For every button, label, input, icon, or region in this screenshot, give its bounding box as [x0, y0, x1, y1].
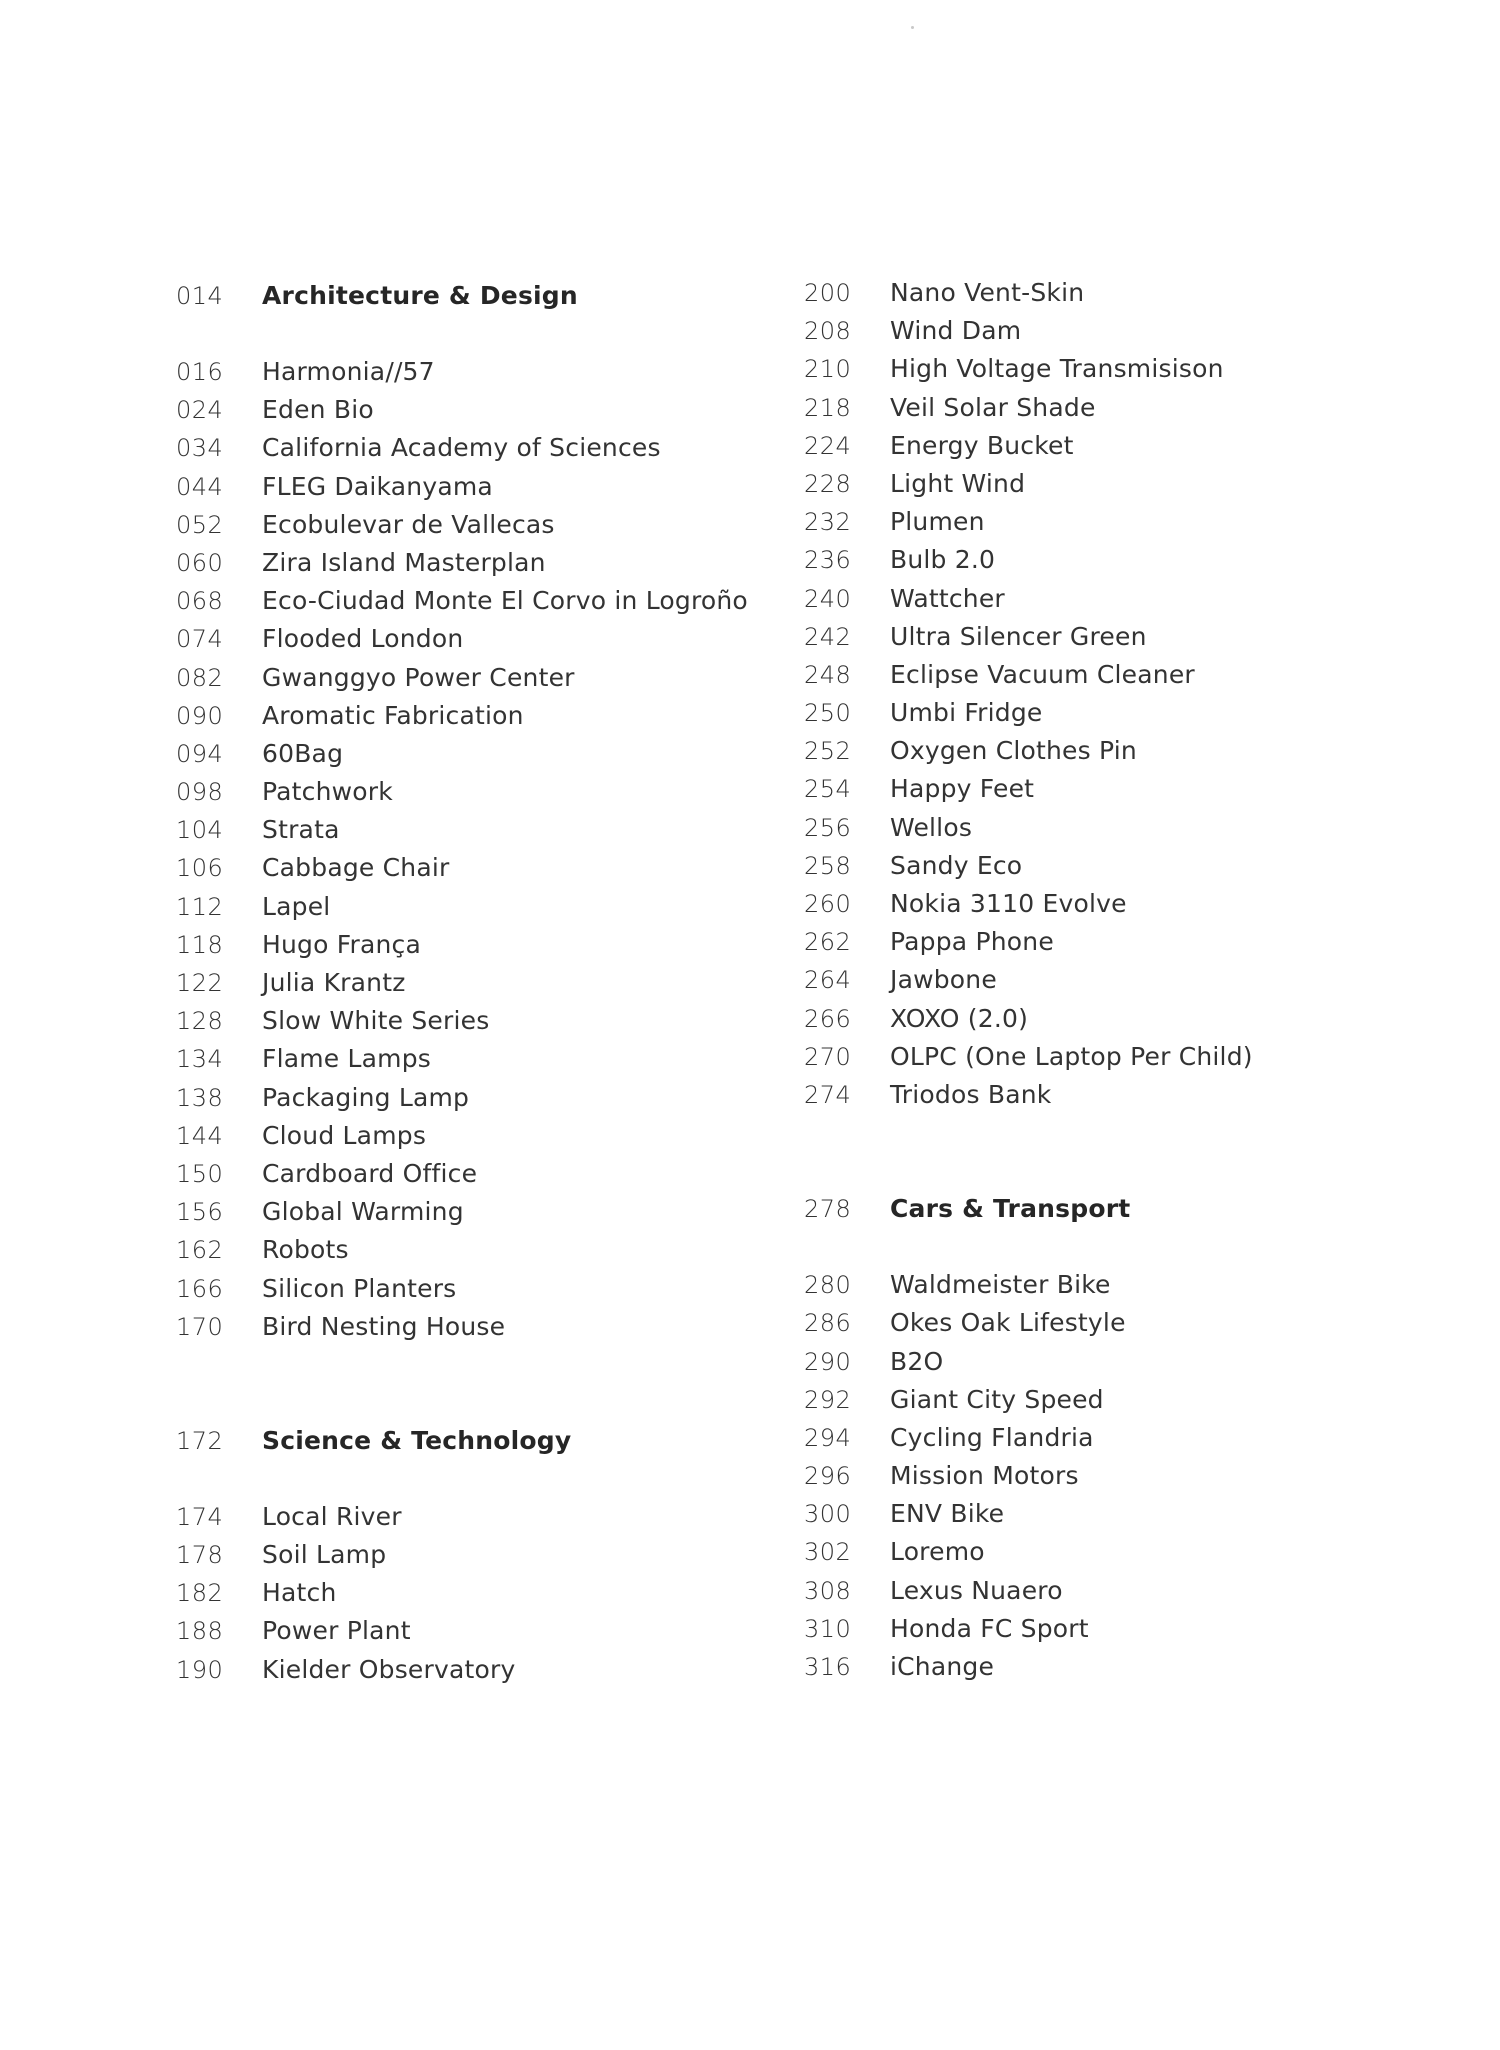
- entry-title: Pappa Phone: [890, 927, 1054, 957]
- page-number: 162: [176, 1236, 224, 1265]
- entry-title: Gwanggyo Power Center: [262, 662, 575, 692]
- page-number: 242: [804, 622, 852, 651]
- toc-entry: [804, 507, 1424, 545]
- page-number: 060: [176, 548, 224, 577]
- page-number: 074: [176, 625, 224, 654]
- entry-title: Silicon Planters: [262, 1273, 457, 1303]
- entry-title: Bulb 2.0: [890, 545, 996, 575]
- entry-title: Kielder Observatory: [262, 1654, 516, 1684]
- section-title: Cars & Transport: [890, 1194, 1131, 1224]
- page-number: 250: [804, 699, 852, 728]
- toc-entry: [804, 622, 1424, 660]
- page-number: 082: [176, 663, 224, 692]
- page-number: 098: [176, 778, 224, 807]
- toc-section: [176, 281, 796, 1350]
- entry-title: Eco-Ciudad Monte El Corvo in Logroño: [262, 586, 748, 616]
- toc-entry: [804, 354, 1424, 392]
- entry-title: Oxygen Clothes Pin: [890, 736, 1137, 766]
- entry-title: Waldmeister Bike: [890, 1270, 1111, 1300]
- entry-title: Light Wind: [890, 468, 1026, 498]
- page-number: 256: [804, 813, 852, 842]
- page-number: 232: [804, 508, 852, 537]
- entry-title: Wind Dam: [890, 316, 1022, 346]
- page-number: 308: [804, 1576, 852, 1605]
- entry-title: FLEG Daikanyama: [262, 471, 493, 501]
- toc-entry: [804, 851, 1424, 889]
- toc-entry: [176, 548, 796, 586]
- entry-title: Giant City Speed: [890, 1384, 1104, 1414]
- entry-title: Slow White Series: [262, 1006, 490, 1036]
- entry-title: Triodos Bank: [890, 1079, 1052, 1109]
- entry-title: Mission Motors: [890, 1461, 1079, 1491]
- entry-title: Strata: [262, 815, 340, 845]
- page-number: 300: [804, 1500, 852, 1529]
- page-number: 292: [804, 1385, 852, 1414]
- toc-entry: [804, 393, 1424, 431]
- page-number: 150: [176, 1159, 224, 1188]
- entry-title: Cabbage Chair: [262, 853, 450, 883]
- page-number: 024: [176, 396, 224, 425]
- toc-entry: [804, 469, 1424, 507]
- page-number: 034: [176, 434, 224, 463]
- page-number: 270: [804, 1042, 852, 1071]
- toc-entry: [804, 1385, 1424, 1423]
- toc-entry: [176, 586, 796, 624]
- toc-entry: [804, 774, 1424, 812]
- entry-title: Nokia 3110 Evolve: [890, 889, 1127, 918]
- page-number: 262: [804, 928, 852, 957]
- toc-entry: [176, 1044, 796, 1082]
- page-number: 248: [804, 660, 852, 689]
- toc-entry: [804, 660, 1424, 698]
- page-number: 052: [176, 510, 224, 539]
- entry-title: Zira Island Masterplan: [262, 547, 546, 577]
- toc-entry: [176, 853, 796, 891]
- entry-title: Cycling Flandria: [890, 1422, 1094, 1452]
- section-title: Science & Technology: [262, 1425, 572, 1455]
- entry-title: Umbi Fridge: [890, 698, 1043, 728]
- toc-entry: [176, 777, 796, 815]
- page-number: 240: [804, 584, 852, 613]
- page-number: 294: [804, 1423, 852, 1452]
- toc-entry: [176, 930, 796, 968]
- entry-title: Soil Lamp: [262, 1540, 387, 1570]
- page-number: 286: [804, 1309, 852, 1338]
- entry-title: High Voltage Transmisison: [890, 354, 1224, 384]
- contents-right-column: [804, 278, 1424, 1690]
- entry-title: Hatch: [262, 1578, 337, 1608]
- section-heading: [176, 1426, 796, 1464]
- toc-entry: [176, 663, 796, 701]
- page-number: 228: [804, 469, 852, 498]
- section-title: Architecture & Design: [262, 281, 578, 310]
- entry-title: Lapel: [262, 891, 331, 921]
- toc-entry: [804, 1270, 1424, 1308]
- page-number: 104: [176, 816, 224, 845]
- entry-title: Wattcher: [890, 583, 1005, 613]
- toc-entry: [804, 545, 1424, 583]
- entry-title: Harmonia//57: [262, 357, 435, 386]
- entry-title: Julia Krantz: [262, 968, 406, 997]
- section-page-number: 014: [176, 282, 224, 310]
- toc-section: [176, 1426, 796, 1693]
- entry-title: Okes Oak Lifestyle: [890, 1308, 1126, 1338]
- toc-entry: [176, 1312, 796, 1350]
- entry-title: Flooded London: [262, 624, 464, 654]
- toc-entry: [176, 815, 796, 853]
- entry-title: Aromatic Fabrication: [262, 700, 524, 730]
- page-number: 174: [176, 1502, 224, 1531]
- toc-entry: [804, 1652, 1424, 1690]
- entry-title: ENV Bike: [890, 1499, 1005, 1529]
- toc-entry: [804, 1308, 1424, 1346]
- page-number: 218: [804, 393, 852, 422]
- page-number: 106: [176, 854, 224, 883]
- page-number: 090: [176, 701, 224, 730]
- entry-title: Jawbone: [890, 965, 997, 995]
- toc-entry: [804, 1042, 1424, 1080]
- page-number: 170: [176, 1312, 224, 1341]
- toc-entry: [176, 510, 796, 548]
- toc-entry: [176, 1540, 796, 1578]
- toc-entry: [804, 1080, 1424, 1118]
- entry-title: Robots: [262, 1235, 349, 1265]
- toc-entry: [176, 624, 796, 662]
- page-number: 134: [176, 1045, 224, 1074]
- page-number: 156: [176, 1198, 224, 1227]
- page-number: 310: [804, 1614, 852, 1643]
- page-number: 182: [176, 1579, 224, 1608]
- entry-title: OLPC (One Laptop Per Child): [890, 1041, 1253, 1071]
- entry-title: B2O: [890, 1346, 944, 1376]
- page-number: 094: [176, 739, 224, 768]
- page-number: 144: [176, 1121, 224, 1150]
- toc-entry: [176, 1083, 796, 1121]
- toc-entry: [176, 1578, 796, 1616]
- toc-entry: [804, 431, 1424, 469]
- entry-title: Wellos: [890, 812, 973, 842]
- toc-entry: [176, 395, 796, 433]
- toc-entry: [804, 1576, 1424, 1614]
- toc-entry: [804, 278, 1424, 316]
- scan-speck: [911, 26, 914, 29]
- page-number: 254: [804, 775, 852, 804]
- page-number: 258: [804, 851, 852, 880]
- page-number: 302: [804, 1538, 852, 1567]
- page-number: 200: [804, 279, 852, 307]
- entry-title: Eden Bio: [262, 395, 374, 425]
- page-number: 316: [804, 1653, 852, 1681]
- toc-entry: [804, 1004, 1424, 1042]
- page-number: 236: [804, 546, 852, 575]
- toc-entry: [804, 1499, 1424, 1537]
- page-number: 166: [176, 1274, 224, 1303]
- page-number: 266: [804, 1004, 852, 1033]
- toc-entry: [176, 472, 796, 510]
- entry-title: Power Plant: [262, 1616, 411, 1646]
- right-sections: [804, 1194, 1424, 1690]
- entry-title: Cloud Lamps: [262, 1120, 427, 1150]
- section-continuation: [804, 278, 1424, 1118]
- entry-title: Ecobulevar de Vallecas: [262, 509, 555, 539]
- page-number: 260: [804, 890, 852, 918]
- entry-title: California Academy of Sciences: [262, 433, 661, 463]
- page-number: 128: [176, 1007, 224, 1036]
- page-number: 068: [176, 587, 224, 616]
- section-heading: [804, 1194, 1424, 1232]
- entry-title: Energy Bucket: [890, 430, 1074, 460]
- page-number: 296: [804, 1462, 852, 1491]
- toc-entry: [804, 1461, 1424, 1499]
- toc-entry: [804, 1614, 1424, 1652]
- toc-entry: [804, 813, 1424, 851]
- entry-title: Lexus Nuaero: [890, 1575, 1063, 1605]
- section-page-number: 278: [804, 1195, 852, 1224]
- toc-entry: [176, 1274, 796, 1312]
- toc-entry: [804, 698, 1424, 736]
- toc-entry: [804, 584, 1424, 622]
- toc-entry: [176, 1655, 796, 1693]
- toc-entry: [176, 357, 796, 395]
- page-number: 122: [176, 969, 224, 997]
- toc-entry: [804, 1423, 1424, 1461]
- entry-title: Packaging Lamp: [262, 1082, 470, 1112]
- page-number: 210: [804, 355, 852, 384]
- page-number: 138: [176, 1083, 224, 1112]
- toc-section: [804, 1194, 1424, 1690]
- toc-entry: [804, 965, 1424, 1003]
- page-number: 280: [804, 1271, 852, 1300]
- entry-title: Cardboard Office: [262, 1158, 478, 1188]
- toc-entry: [804, 1537, 1424, 1575]
- toc-entry: [176, 892, 796, 930]
- entry-title: Happy Feet: [890, 774, 1035, 804]
- toc-entry: [176, 1159, 796, 1197]
- section-page-number: 172: [176, 1426, 224, 1455]
- page-number: 188: [176, 1617, 224, 1646]
- page-number: 112: [176, 892, 224, 921]
- entry-title: iChange: [890, 1652, 995, 1681]
- toc-entry: [176, 1121, 796, 1159]
- toc-entry: [176, 1502, 796, 1540]
- toc-entry: [176, 968, 796, 1006]
- toc-entry: [176, 1006, 796, 1044]
- entry-title: Ultra Silencer Green: [890, 621, 1147, 651]
- page-number: 016: [176, 358, 224, 386]
- entry-title: Plumen: [890, 507, 985, 537]
- toc-entry: [804, 1347, 1424, 1385]
- toc-entry: [804, 736, 1424, 774]
- entry-title: Honda FC Sport: [890, 1613, 1089, 1643]
- page-number: 290: [804, 1347, 852, 1376]
- page-number: 264: [804, 966, 852, 995]
- entry-title: Local River: [262, 1501, 402, 1531]
- entry-title: XOXO (2.0): [890, 1003, 1029, 1033]
- toc-entry: [804, 316, 1424, 354]
- page-number: 190: [176, 1655, 224, 1684]
- toc-entry: [176, 1616, 796, 1654]
- section-heading: [176, 281, 796, 319]
- page-number: 252: [804, 737, 852, 766]
- entry-title: Sandy Eco: [890, 850, 1023, 880]
- entry-title: 60Bag: [262, 738, 344, 768]
- entry-title: Nano Vent-Skin: [890, 278, 1085, 307]
- page-number: 044: [176, 472, 224, 501]
- entry-title: Flame Lamps: [262, 1044, 432, 1074]
- toc-entry: [176, 1197, 796, 1235]
- page-number: 224: [804, 431, 852, 460]
- toc-entry: [176, 433, 796, 471]
- page-number: 118: [176, 930, 224, 959]
- entry-title: Bird Nesting House: [262, 1311, 506, 1341]
- entry-title: Veil Solar Shade: [890, 392, 1096, 422]
- toc-entry: [804, 889, 1424, 927]
- toc-entry: [804, 927, 1424, 965]
- page-number: 178: [176, 1541, 224, 1570]
- entry-title: Hugo França: [262, 929, 422, 959]
- toc-entry: [176, 701, 796, 739]
- toc-entry: [176, 739, 796, 777]
- entry-title: Eclipse Vacuum Cleaner: [890, 659, 1195, 689]
- contents-left-column: [176, 281, 796, 1693]
- toc-entry: [176, 1235, 796, 1273]
- entry-title: Loremo: [890, 1537, 985, 1567]
- page-number: 274: [804, 1080, 852, 1109]
- entry-title: Global Warming: [262, 1197, 464, 1227]
- entry-title: Patchwork: [262, 777, 393, 807]
- page-number: 208: [804, 317, 852, 346]
